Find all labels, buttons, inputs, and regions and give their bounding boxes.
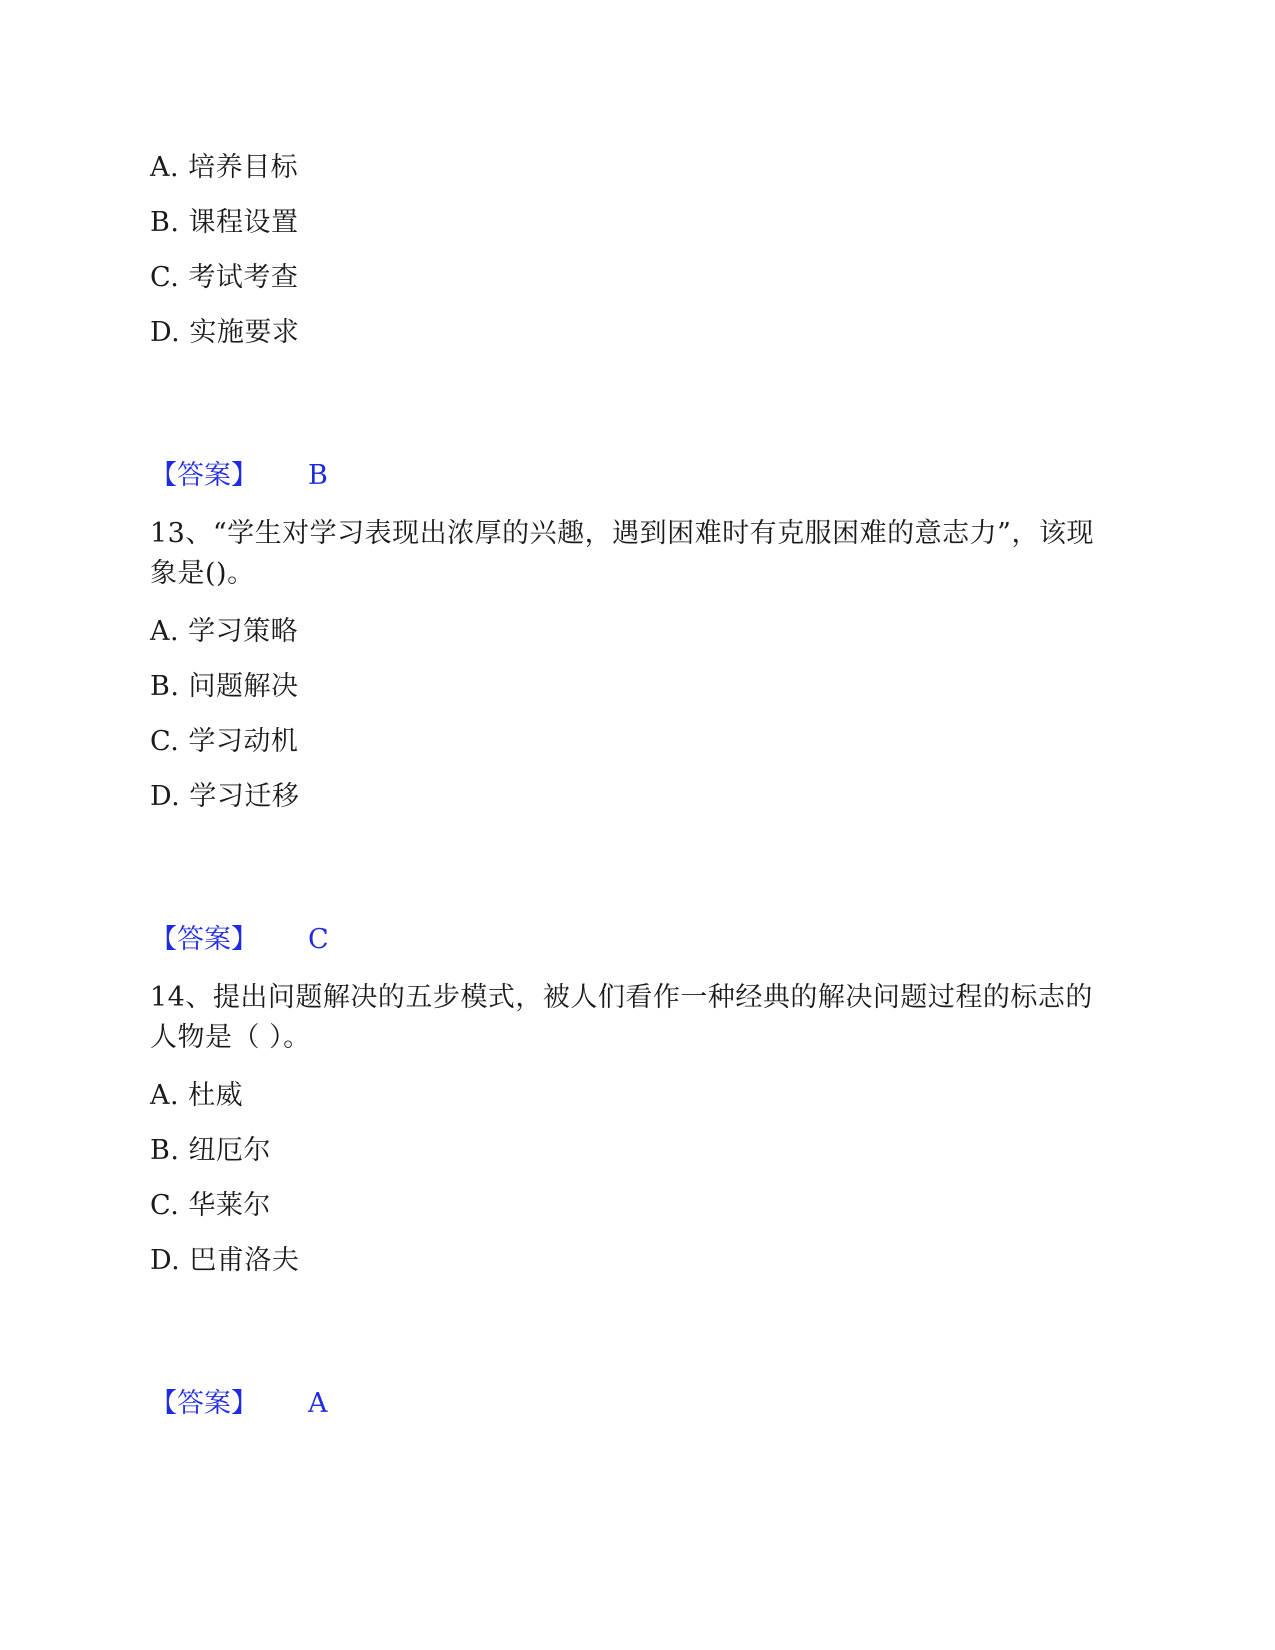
q14-option-d: D. 巴甫洛夫 [150, 1245, 300, 1276]
q14-option-a: A. 杜威 [150, 1080, 244, 1111]
q14-answer [150, 1386, 328, 1422]
q14-stem: 14、提出问题解决的五步模式，被人们看作一种经典的解决问题过程的标志的人物是（ ）。 [150, 982, 1093, 1053]
q12-answer [150, 458, 328, 494]
q13-option-d: D. 学习迁移 [150, 781, 300, 812]
q12-option-b: B. 课程设置 [150, 207, 299, 238]
q14-option-b: B. 纽厄尔 [150, 1135, 272, 1166]
q13-option-b: B. 问题解决 [150, 671, 299, 702]
q14-option-c: C. 华莱尔 [150, 1190, 271, 1221]
q12-option-d: D. 实施要求 [150, 317, 300, 348]
q14-answer-value: A [308, 1388, 328, 1419]
q12-answer-value: B [308, 460, 328, 491]
q12-option-a: A. 培养目标 [150, 152, 299, 183]
q13-answer-value: C [308, 924, 329, 955]
q14-answer-label: 【答案】 [150, 1388, 258, 1419]
q12-answer-label: 【答案】 [150, 460, 258, 491]
q13-stem: 13、“学生对学习表现出浓厚的兴趣，遇到困难时有克服困难的意志力”，该现象是()。 [150, 518, 1094, 589]
q13-option-c: C. 学习动机 [150, 726, 299, 757]
q13-answer-label: 【答案】 [150, 924, 258, 955]
q13-answer [150, 922, 329, 958]
q12-option-c: C. 考试考查 [150, 262, 299, 293]
q13-option-a: A. 学习策略 [150, 616, 299, 647]
